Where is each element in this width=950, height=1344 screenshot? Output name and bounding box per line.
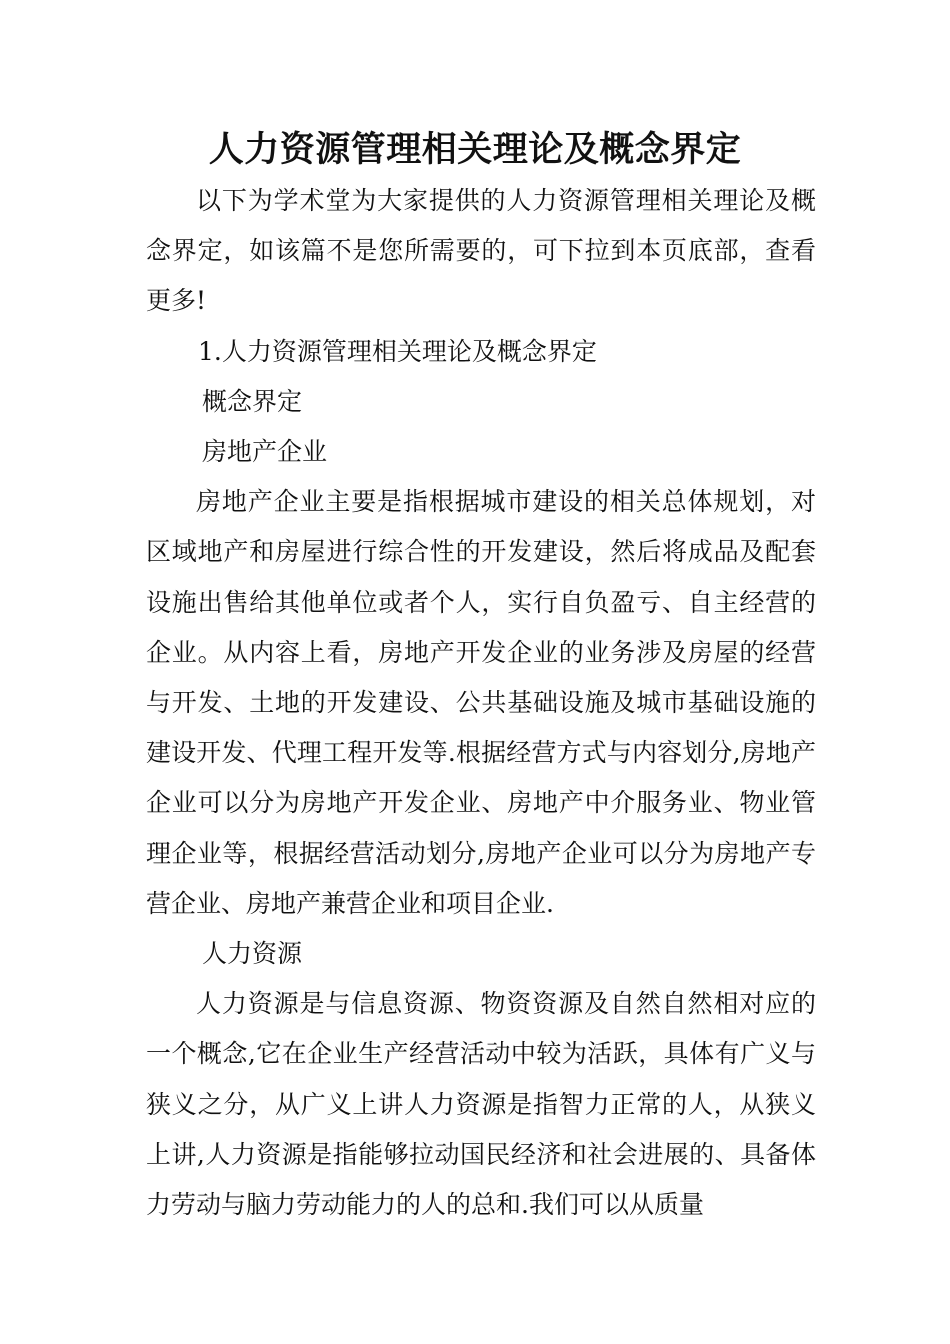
subheading-real-estate: 房地产企业 xyxy=(202,437,328,467)
document-title: 人力资源管理相关理论及概念界定 xyxy=(208,129,742,170)
human-resources-paragraph: 人力资源是与信息资源、物资资源及自然自然相对应的一个概念,它在企业生产经营活动中较为活跃，具体有广义与狭义之分，从广义上讲人力资源是指智力正常的人，从狭义上讲,人力资源是指能够拉动国民经济和社会进展的、具备体力劳动与脑力劳动能力的人的总和.我们可以从质量 xyxy=(146,989,816,1220)
subheading-concept: 概念界定 xyxy=(202,386,303,416)
subheading-human-resources: 人力资源 xyxy=(202,939,303,969)
real-estate-paragraph: 房地产企业主要是指根据城市建设的相关总体规划，对区域地产和房屋进行综合性的开发建设，然后将成品及配套设施出售给其他单位或者个人，实行自负盈亏、自主经营的企业。从内容上看，房地产开发企业的业务涉及房屋的经营与开发、土地的开发建设、公共基础设施及城市基础设施的建设开发、代理工程开发等.根据经营方式与内容划分,房地产企业可以分为房地产开发企业、房地产中介服务业、物业管理企业等，根据经营活动划分,房地产企业可以分为房地产专营企业、房地产兼营企业和项目企业. xyxy=(146,487,816,918)
document-body xyxy=(146,176,816,1230)
intro-paragraph: 以下为学术堂为大家提供的人力资源管理相关理论及概念界定，如该篇不是您所需要的，可下拉到本页底部，查看更多! xyxy=(146,186,816,316)
section-heading: 1.人力资源管理相关理论及概念界定 xyxy=(198,336,597,366)
